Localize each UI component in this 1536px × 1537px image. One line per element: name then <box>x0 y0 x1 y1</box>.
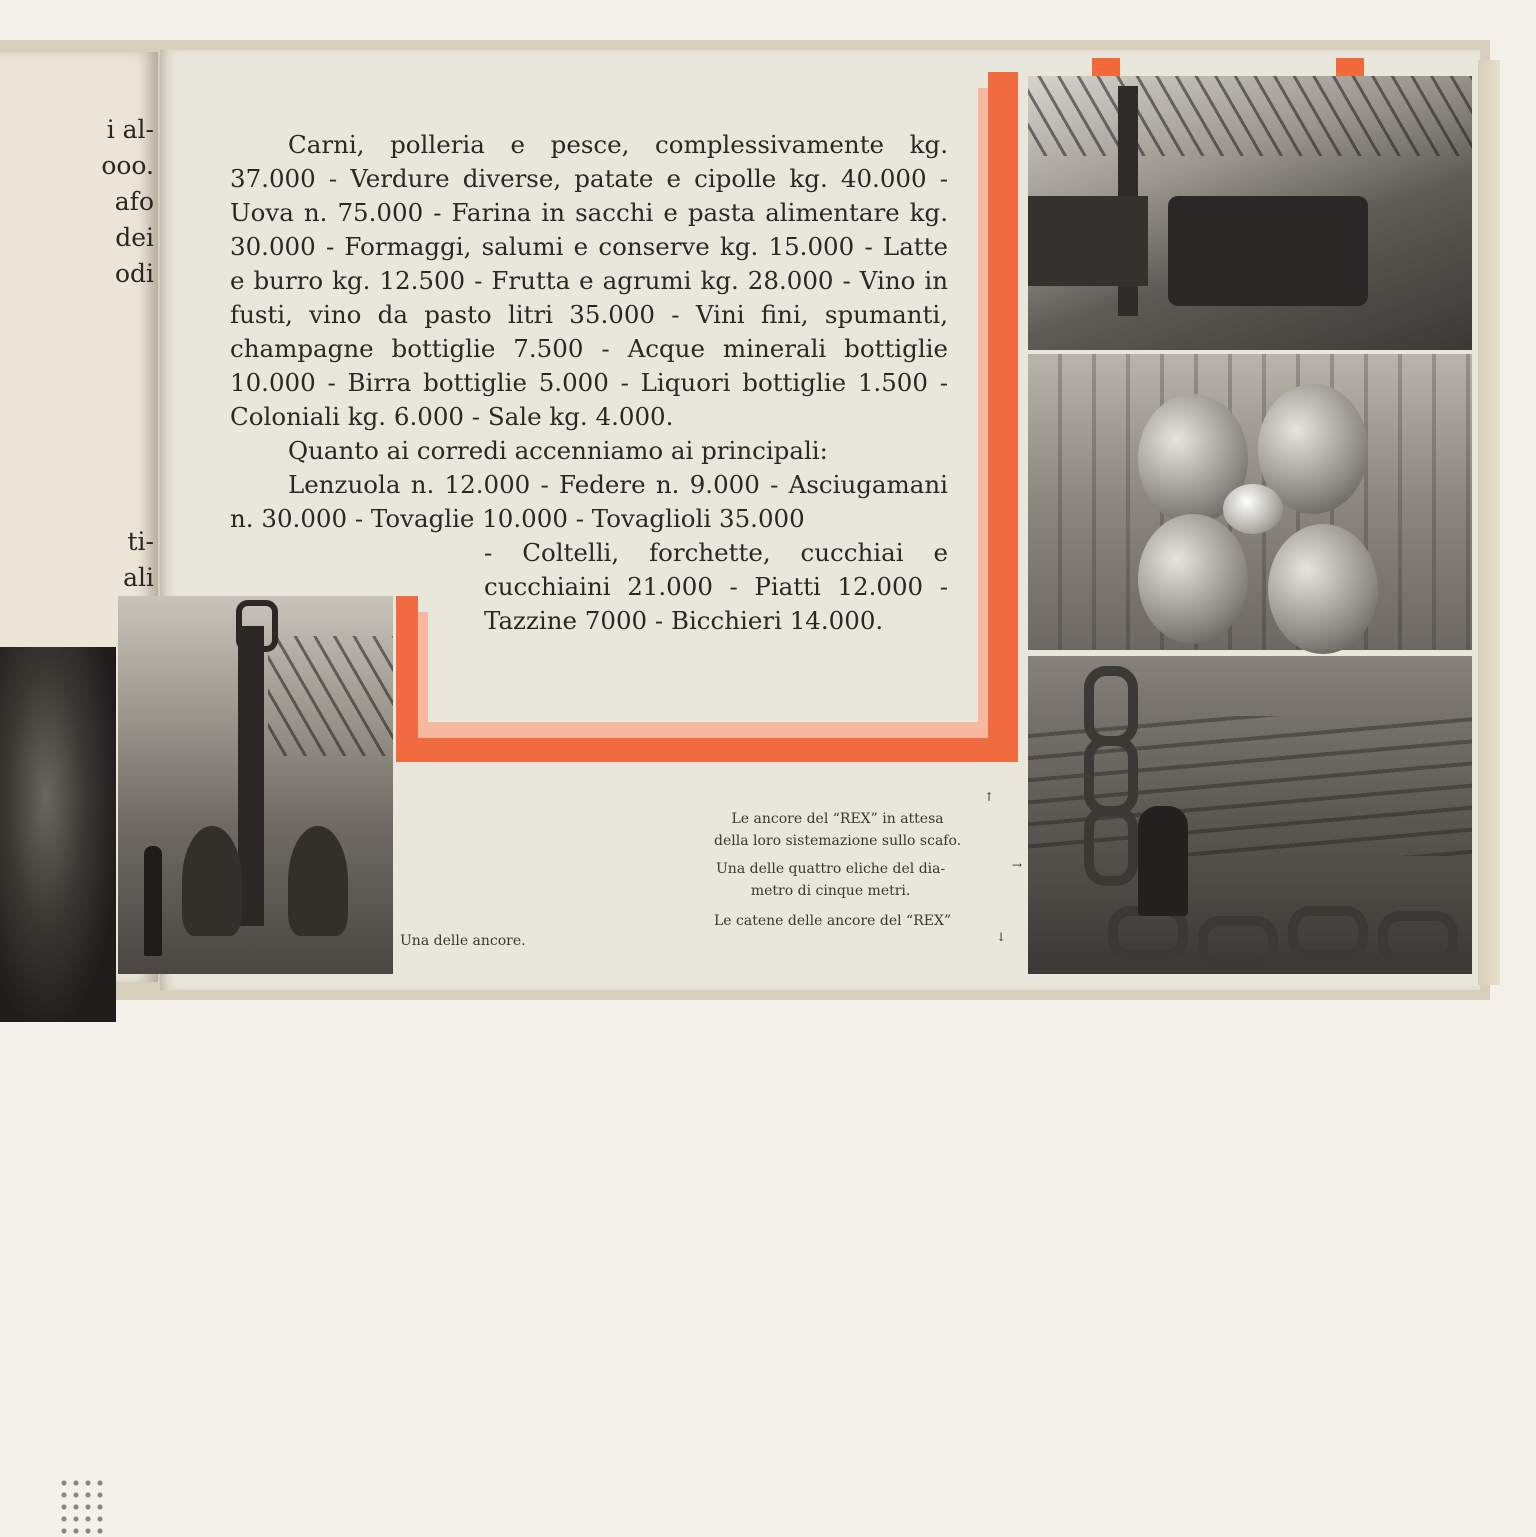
caption-anchors <box>714 808 961 852</box>
chain-link <box>1084 806 1138 886</box>
chain-link <box>1084 736 1138 816</box>
right-arrow-icon: → <box>1012 858 1023 872</box>
anchor-photo-caption: Una delle ancore. <box>400 933 526 949</box>
page-edge <box>1478 60 1500 985</box>
worker-figure <box>144 846 162 956</box>
locomotive-shape <box>1168 196 1368 306</box>
frame-bottom-inner <box>416 722 988 738</box>
anchor-fluke-right <box>288 826 348 936</box>
up-arrow-icon: ↑ <box>984 790 995 804</box>
caption-chains: Le catene delle ancore del “REX” <box>714 913 952 929</box>
inventory-text <box>230 128 948 638</box>
propeller-blade <box>1138 514 1248 644</box>
left-fragment: i al- <box>106 115 154 144</box>
propeller-blade <box>1268 524 1378 654</box>
left-fragment: ti- <box>127 527 154 556</box>
left-fragment: ooo. <box>101 151 154 180</box>
linens-paragraph: Lenzuola n. 12.000 - Federe n. 9.000 - Asciugamani n. 30.000 - Tovaglie 10.000 - Tovaglioli 35.000 <box>230 470 948 533</box>
frame-bottom-bar <box>396 738 1018 762</box>
left-fragment: afo <box>114 187 154 216</box>
crane-truss <box>268 636 393 756</box>
left-fragment: ali <box>123 563 154 592</box>
propeller-photo <box>1028 354 1472 650</box>
propeller-shape <box>1128 384 1378 634</box>
caption-line: della loro sistemazione sullo scafo. <box>714 833 962 849</box>
caption-line: metro di cinque metri. <box>750 883 911 899</box>
caption-propeller <box>716 858 945 902</box>
anchors-workshop-photo <box>1028 76 1472 350</box>
propeller-hub <box>1223 484 1283 534</box>
hull-photo <box>0 647 116 1022</box>
frame-right-inner <box>978 88 988 738</box>
chain-link <box>1378 911 1458 965</box>
left-page-text-bottom <box>123 524 154 596</box>
caption-line: Le ancore del “REX” in attesa <box>731 811 944 827</box>
linens-intro: Quanto ai corredi accenniamo ai principali: <box>288 436 828 465</box>
caption-line: Una delle quattro eliche del dia- <box>716 861 946 877</box>
left-fragment: dei <box>115 223 154 252</box>
frame-right-bar <box>988 72 1018 760</box>
anchor-chains-photo <box>1028 656 1472 974</box>
chain-link <box>1198 916 1278 970</box>
rail-wagon-shape <box>1028 196 1148 286</box>
anchor-fluke-left <box>182 826 242 936</box>
workshop-truss <box>1028 76 1472 156</box>
anchor-photo <box>118 596 393 974</box>
left-fragment: odi <box>114 259 154 288</box>
seated-worker <box>1138 806 1188 916</box>
rivets-decoration <box>58 1477 108 1537</box>
tableware-paragraph: - Coltelli, forchette, cucchiai e cucchiaini 21.000 - Piatti 12.000 - Tazzine 7000 - Bicchieri 14.000. <box>484 538 948 635</box>
provisions-paragraph: Carni, polleria e pesce, complessivamente kg. 37.000 - Verdure diverse, patate e cipolle kg. 40.000 - Uova n. 75.000 - Farina in sacchi e pasta alimentare kg. 30.000 - Formaggi, salumi e conserve kg. 15.000 - Latte e burro kg. 12.500 - Frutta e agrumi kg. 28.000 - Vino in fusti, vino da pasto litri 35.000 - Vini fini, spumanti, champagne bottiglie 7.500 - Acque minerali bottiglie 10.000 - Birra bottiglie 5.000 - Liquori bottiglie 1.500 - Coloniali kg. 6.000 - Sale kg. 4.000. <box>230 130 948 431</box>
chain-link <box>1084 666 1138 746</box>
left-page-text-top <box>101 112 154 292</box>
down-arrow-icon: ↓ <box>996 930 1007 944</box>
chain-link <box>1288 906 1368 960</box>
